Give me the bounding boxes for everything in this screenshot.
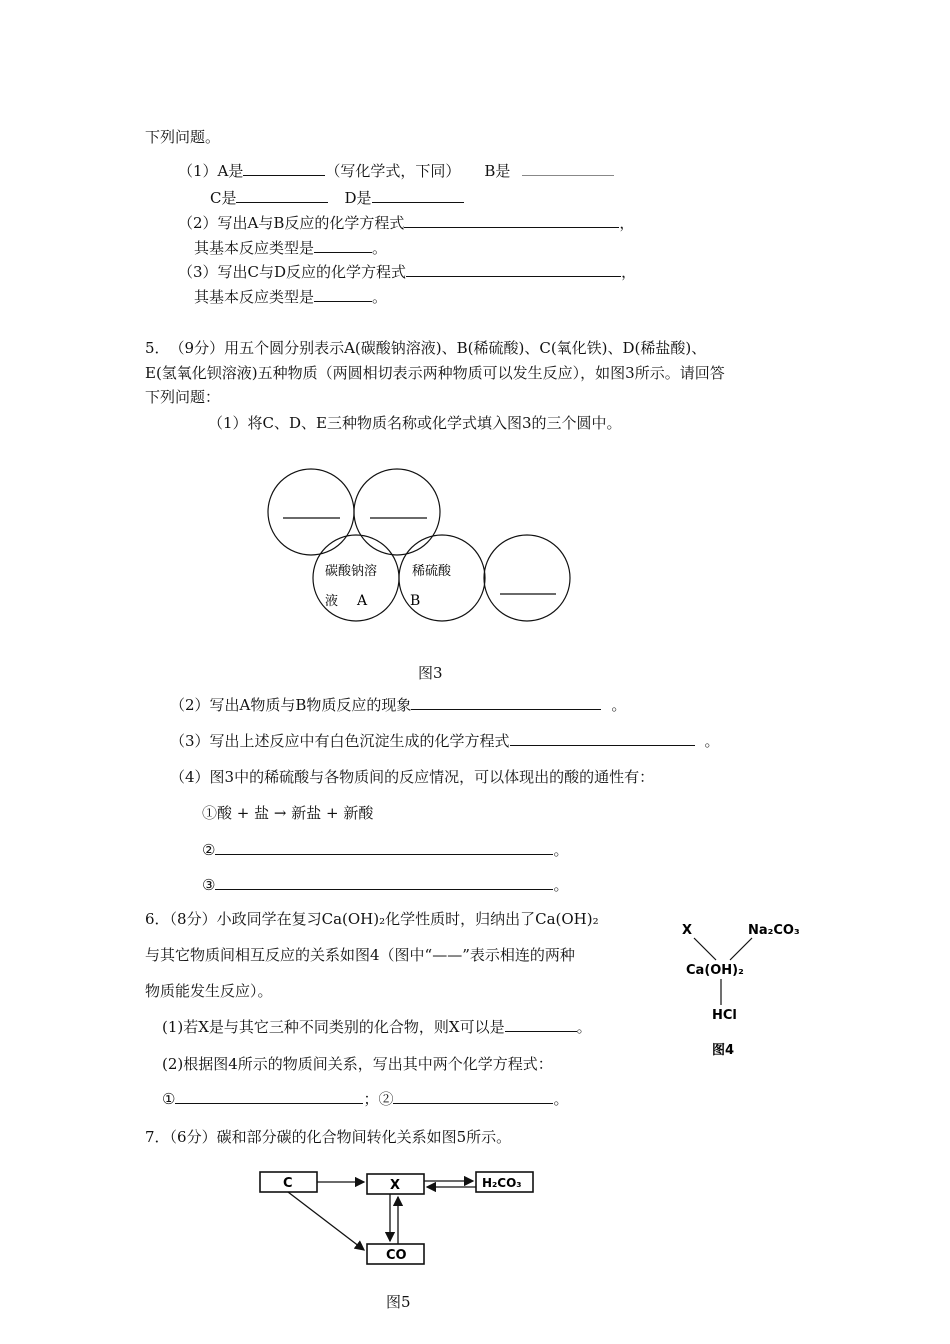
fig5-h2co3: H₂CO₃ xyxy=(482,1176,522,1190)
fig4-link-x xyxy=(694,938,716,960)
figure-5-caption: 图5 xyxy=(386,1293,411,1311)
circle-a-label1: 碳酸钠溶 xyxy=(325,564,378,579)
q4-c-label: C是 xyxy=(210,189,237,207)
q6-p1-blank[interactable] xyxy=(505,1017,577,1032)
q4-p3-comma: ， xyxy=(621,263,637,281)
circle-right xyxy=(484,535,570,621)
q6-eq1-blank[interactable] xyxy=(175,1089,363,1104)
circle-top-left xyxy=(268,469,354,555)
q4-intro-tail: 下列问题。 xyxy=(145,128,221,146)
q6-part1 xyxy=(162,1017,592,1037)
q4-d-blank[interactable] xyxy=(372,188,464,203)
q4-d-label: D是 xyxy=(344,189,372,207)
q6-p1-period: 。 xyxy=(576,1018,592,1036)
q4-part1-row2 xyxy=(210,188,464,208)
q5-item2-period: 。 xyxy=(553,841,569,859)
q5-p2-period: 。 xyxy=(611,696,627,714)
q4-p2-type-label: 其基本反应类型是 xyxy=(194,239,315,257)
q5-part4: （4）图3中的稀硫酸与各物质间的反应情况，可以体现出的酸的通性有： xyxy=(170,768,655,786)
q4-p2-blank[interactable] xyxy=(404,213,619,228)
fig5-arrow-c-co xyxy=(288,1192,364,1250)
fig4-x: X xyxy=(682,923,693,938)
q5-p3-period: 。 xyxy=(704,732,720,750)
q6-eq1-marker: ① xyxy=(162,1090,176,1108)
q4-p2-type-blank[interactable] xyxy=(314,238,372,253)
figure-4 xyxy=(670,912,820,1062)
q4-part2 xyxy=(178,213,634,233)
q4-p2-comma: ， xyxy=(619,214,635,232)
q4-note: （写化学式，下同） xyxy=(325,162,461,180)
fig4-hcl: HCl xyxy=(712,1008,737,1023)
circle-a-letter: A xyxy=(357,593,368,609)
q5-item2 xyxy=(202,840,568,860)
q4-b-blank[interactable] xyxy=(522,161,614,176)
q4-part3-type xyxy=(194,287,387,307)
q5-line3: 下列问题： xyxy=(145,388,221,406)
q4-p3-blank[interactable] xyxy=(406,262,621,277)
q6-p1-text: (1)若X是与其它三种不同类别的化合物，则X可以是 xyxy=(162,1018,505,1036)
fig4-na2co3: Na₂CO₃ xyxy=(748,923,800,938)
q4-part1-row1 xyxy=(178,161,614,181)
q6-line2: 与其它物质间相互反应的关系如图4（图中“——”表示相连的两种 xyxy=(145,946,575,964)
circle-top-right xyxy=(354,469,440,555)
q7-line1: 7．（6分）碳和部分碳的化合物间转化关系如图5所示。 xyxy=(145,1128,512,1146)
circle-b-letter: B xyxy=(410,593,421,609)
fig5-co: CO xyxy=(386,1248,407,1263)
q4-p3-period: 。 xyxy=(372,288,388,306)
circle-a-label2: 液 xyxy=(325,594,339,609)
fig4-link-na2co3 xyxy=(730,938,752,960)
q5-p3-blank[interactable] xyxy=(510,731,695,746)
q5-item1: ①酸 + 盐 → 新盐 + 新酸 xyxy=(202,804,374,822)
q6-eq2-blank[interactable] xyxy=(393,1089,553,1104)
q4-p3-type-label: 其基本反应类型是 xyxy=(194,288,315,306)
figure-5 xyxy=(250,1160,550,1275)
fig5-c: C xyxy=(283,1176,293,1191)
q5-part3 xyxy=(170,731,720,751)
q4-p2-period: 。 xyxy=(372,239,388,257)
q4-c-blank[interactable] xyxy=(236,188,328,203)
q5-item2-marker: ② xyxy=(202,841,216,859)
q6-equations xyxy=(162,1089,568,1109)
q6-part2: (2)根据图4所示的物质间关系，写出其中两个化学方程式： xyxy=(162,1055,553,1073)
fig4-caoh2: Ca(OH)₂ xyxy=(686,963,744,978)
q6-line1: 6．（8分）小政同学在复习Ca(OH)₂化学性质时，归纳出了Ca(OH)₂ xyxy=(145,910,599,928)
q5-item3-period: 。 xyxy=(553,876,569,894)
q4-a-label: （1）A是 xyxy=(178,162,244,180)
q6-line3: 物质能发生反应）。 xyxy=(145,982,273,1000)
q5-item3-marker: ③ xyxy=(202,876,216,894)
q4-p3-text: （3）写出C与D反应的化学方程式 xyxy=(178,263,407,281)
q5-p2-text: （2）写出A物质与B物质反应的现象 xyxy=(170,696,412,714)
q5-part1: （1）将C、D、E三种物质名称或化学式填入图3的三个圆中。 xyxy=(208,414,622,432)
q5-part2 xyxy=(170,695,626,715)
fig5-x: X xyxy=(390,1178,401,1193)
circle-b-label: 稀硫酸 xyxy=(412,564,452,579)
q6-eq-separator: ；② xyxy=(363,1090,394,1108)
q5-item3-blank[interactable] xyxy=(215,875,553,890)
q4-b-label: B是 xyxy=(484,162,511,180)
figure-3 xyxy=(260,450,590,630)
q6-eq-period: 。 xyxy=(553,1090,569,1108)
q5-item3 xyxy=(202,875,568,895)
fig4-caption: 图4 xyxy=(712,1043,735,1058)
q4-part2-type xyxy=(194,238,387,258)
q5-line2: E(氢氧化钡溶液)五种物质（两圆相切表示两种物质可以发生反应），如图3所示。请回答 xyxy=(145,364,725,382)
q4-a-blank[interactable] xyxy=(243,161,325,176)
q4-p2-text: （2）写出A与B反应的化学方程式 xyxy=(178,214,405,232)
q5-p2-blank[interactable] xyxy=(411,695,601,710)
q5-p3-text: （3）写出上述反应中有白色沉淀生成的化学方程式 xyxy=(170,732,510,750)
q5-line1: 5． （9分）用五个圆分别表示A(碳酸钠溶液)、B(稀硫酸)、C(氧化铁)、D(稀盐酸)、 xyxy=(145,339,707,357)
q4-part3 xyxy=(178,262,636,282)
figure-3-caption: 图3 xyxy=(418,664,443,682)
q4-p3-type-blank[interactable] xyxy=(314,287,372,302)
q5-item2-blank[interactable] xyxy=(215,840,553,855)
